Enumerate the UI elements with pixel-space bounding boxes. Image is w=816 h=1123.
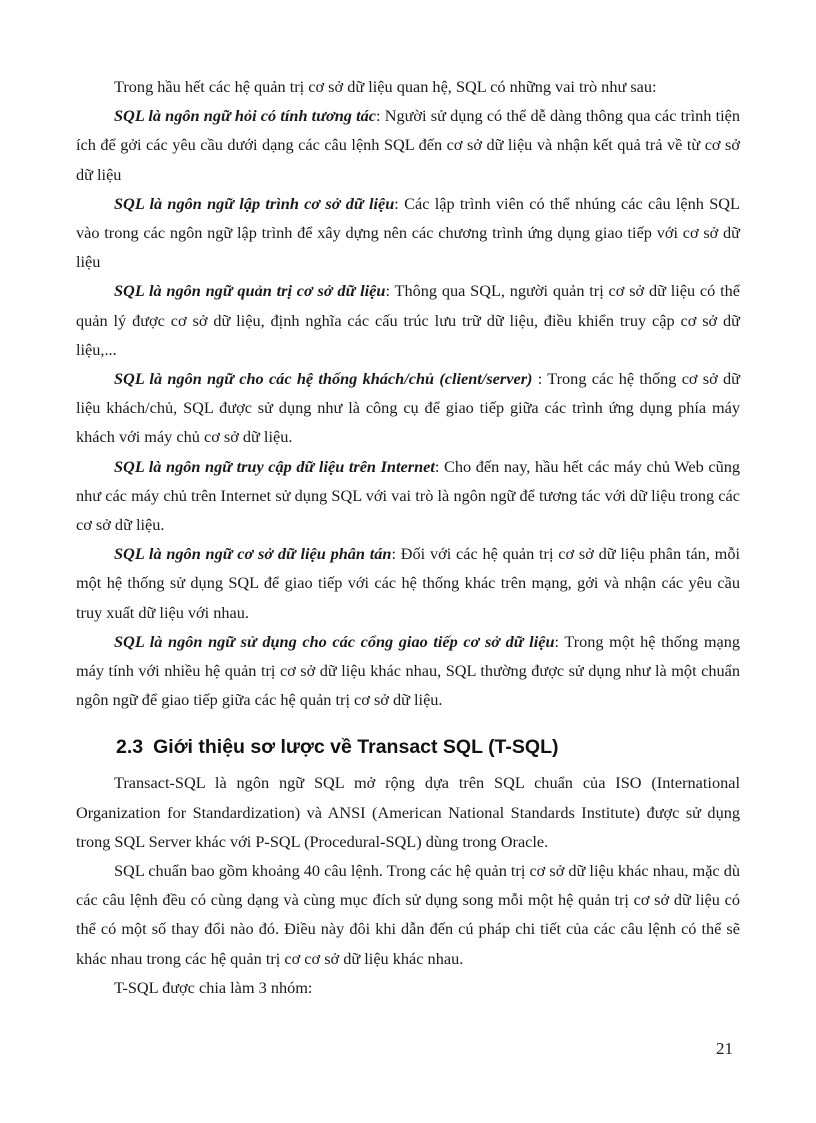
section-number: 2.3 — [116, 736, 144, 759]
role-paragraph-db-programming — [76, 189, 740, 277]
role-lead: SQL là ngôn ngữ truy cập dữ liệu trên Internet — [114, 456, 435, 476]
role-text: : Trong một hệ thống mạng máy tính với nhiều hệ quản trị cơ sở dữ liệu khác nhau, SQL thường được sử dụng như là một chuẩn ngôn ngữ để giao tiếp giữa các hệ quản trị cơ sở dữ liệu. — [76, 631, 740, 710]
role-paragraph-db-administration — [76, 276, 740, 364]
role-lead: SQL là ngôn ngữ hỏi có tính tương tác — [114, 106, 376, 126]
role-lead: SQL là ngôn ngữ sử dụng cho các cổng giao tiếp cơ sở dữ liệu — [114, 631, 555, 651]
tsql-intro-paragraph: Transact-SQL là ngôn ngữ SQL mở rộng dựa trên SQL chuẩn của ISO (International Organization for Standardization) và ANSI (American National Standards Institute) được sử dụng trong SQL Server khác với P-SQL (Procedural-SQL) dùng trong Oracle. — [76, 773, 740, 851]
role-paragraph-client-server — [76, 364, 740, 452]
tsql-groups-paragraph: T-SQL được chia làm 3 nhóm: — [114, 977, 313, 997]
role-text: : Người sử dụng có thể dễ dàng thông qua các trình tiện ích để gởi các yêu cầu dưới dạng các câu lệnh SQL đến cơ sở dữ liệu và nhận kết quả trả về từ cơ sở dữ liệu — [76, 106, 740, 184]
role-lead: SQL là ngôn ngữ quản trị cơ sở dữ liệu — [114, 281, 386, 301]
section-title: Giới thiệu sơ lược về Transact SQL (T-SQL) — [153, 736, 559, 759]
role-text: : Thông qua SQL, người quản trị cơ sở dữ liệu có thể quản lý được cơ sở dữ liệu, định nghĩa các cấu trúc lưu trữ dữ liệu, điều khiển truy cập cơ sở dữ liệu,... — [76, 281, 740, 359]
role-lead: SQL là ngôn ngữ lập trình cơ sở dữ liệu — [114, 193, 395, 213]
role-lead: SQL là ngôn ngữ cơ sở dữ liệu phân tán — [114, 544, 392, 564]
intro-paragraph: Trong hầu hết các hệ quản trị cơ sở dữ liệu quan hệ, SQL có những vai trò như sau: — [114, 77, 657, 96]
sql-standard-paragraph: SQL chuẩn bao gồm khoảng 40 câu lệnh. Trong các hệ quản trị cơ sở dữ liệu khác nhau, mặc dù các câu lệnh đều có cùng dạng và cùng mục đích sử dụng song mỗi một hệ quản trị cơ sở dữ liệu có thể có một số thay đổi nào đó. Điều này đôi khi dẫn đến cú pháp chi tiết của các câu lệnh có thể sẽ khác nhau trong các hệ quản trị cơ cơ sở dữ liệu khác nhau. — [76, 861, 740, 968]
section-heading — [76, 732, 740, 762]
role-text: : Đối với các hệ quản trị cơ sở dữ liệu phân tán, mỗi một hệ thống sử dụng SQL để giao tiếp với các hệ thống khác trên mạng, gởi và nhận các yêu cầu truy xuất dữ liệu với nhau. — [76, 544, 740, 622]
page-number: 21 — [716, 1039, 733, 1058]
role-paragraph-internet-access — [76, 452, 740, 540]
role-text: : Các lập trình viên có thể nhúng các câu lệnh SQL vào trong các ngôn ngữ lập trình để xây dựng nên các chương trình ứng dụng giao tiếp với cơ sở dữ liệu — [76, 193, 740, 272]
role-paragraph-db-gateway — [76, 627, 740, 715]
role-lead: SQL là ngôn ngữ cho các hệ thống khách/chủ (client/server) — [114, 369, 533, 389]
role-paragraph-distributed-db — [76, 539, 740, 627]
role-text: : Cho đến nay, hầu hết các máy chủ Web cũng như các máy chủ trên Internet sử dụng SQL với vai trò là ngôn ngữ để tương tác với dữ liệu trong các cơ sở dữ liệu. — [76, 456, 740, 535]
document-page — [76, 72, 740, 1002]
role-paragraph-interactive-query — [76, 101, 740, 189]
role-text: : Trong các hệ thống cơ sở dữ liệu khách/chủ, SQL được sử dụng như là công cụ để giao tiếp giữa các trình ứng dụng phía máy khách với máy chủ cơ sở dữ liệu. — [76, 369, 740, 447]
